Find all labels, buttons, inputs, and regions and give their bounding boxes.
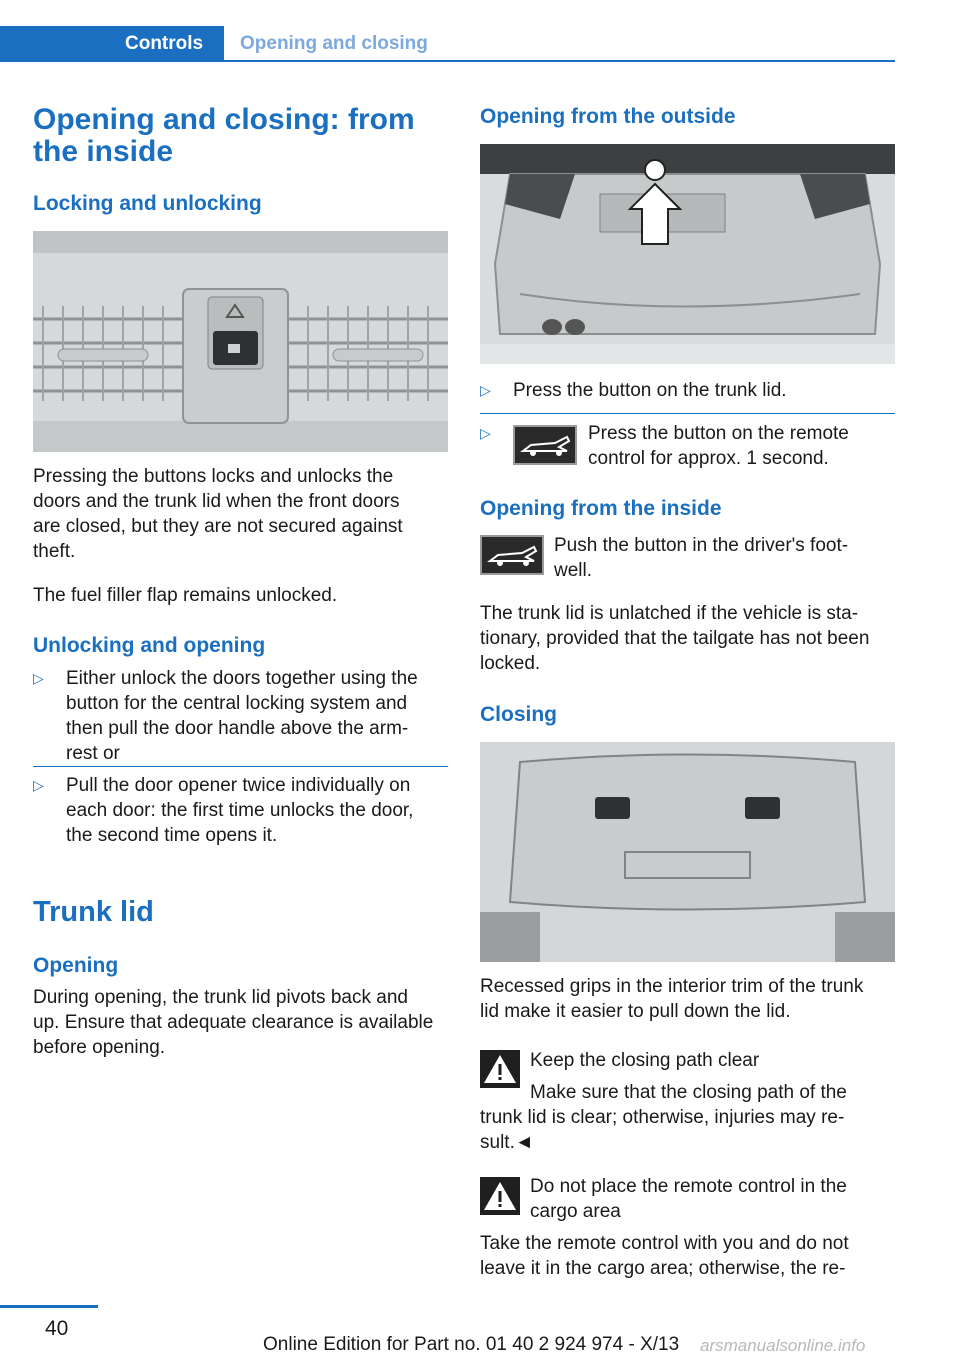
bullet-text: then pull the door handle above the arm‐: [66, 718, 409, 739]
locking-heading: Locking and unlocking: [33, 192, 262, 215]
bullet-text: Either unlock the doors together using the: [66, 668, 418, 689]
section-title-line2: the inside: [33, 135, 174, 168]
opening-heading: Opening: [33, 954, 119, 977]
closing-paragraph-l1: Recessed grips in the interior trim of the trunk: [480, 976, 864, 997]
page-header: [0, 26, 895, 62]
page-number: 40: [45, 1317, 69, 1340]
car-rear-illustration: [480, 144, 895, 364]
trunk-lid-heading: Trunk lid: [33, 896, 154, 928]
bullet-triangle-icon: ▷: [33, 670, 44, 686]
inside-heading: Opening from the inside: [480, 497, 722, 520]
car-trunk-open-icon: [482, 537, 542, 573]
tab-opening-closing[interactable]: Opening and closing: [240, 33, 428, 54]
warning1-l1: Make sure that the closing path of the: [530, 1082, 847, 1103]
bullet-text: rest or: [66, 743, 120, 764]
outside-bullet-2: [480, 421, 895, 471]
bullet-text: control for approx. 1 second.: [588, 448, 829, 469]
warning2-title-l2: cargo area: [530, 1201, 621, 1222]
inside-text-l1: Push the button in the driver's foot‐: [554, 535, 849, 556]
bullet-text: each door: the first time unlocks the door,: [66, 800, 414, 821]
dashboard-illustration: [33, 231, 448, 452]
central-locking-image: [33, 231, 448, 452]
bullet-text: button for the central locking system and: [66, 693, 408, 714]
bullet-text: Pull the door opener twice individually on: [66, 775, 411, 796]
footer-accent-line: [0, 1305, 98, 1308]
locking-paragraph-l3: are closed, but they are not secured against: [33, 516, 403, 537]
trunk-remote-icon: [513, 425, 577, 465]
edition-text: Online Edition for Part no. 01 40 2 924 974 - X/13: [263, 1334, 680, 1355]
trunk-interior-image: [480, 742, 895, 962]
opening-paragraph-l3: before opening.: [33, 1037, 166, 1058]
section-title-line1: Opening and closing: from: [33, 103, 415, 136]
warning-triangle-icon: [480, 1177, 520, 1215]
car-trunk-open-icon: [515, 427, 575, 463]
locking-paragraph-l4: theft.: [33, 541, 76, 562]
bullet-divider: [480, 413, 895, 414]
locking-paragraph-l1: Pressing the buttons locks and unlocks the: [33, 466, 394, 487]
footwell-button-icon: [480, 535, 544, 575]
locking-paragraph-l2: doors and the trunk lid when the front doors: [33, 491, 400, 512]
unlock-bullet-2: [33, 773, 448, 848]
bullet-triangle-icon: ▷: [480, 425, 491, 441]
warning2-paragraph-l2: leave it in the cargo area; otherwise, the re‐: [480, 1258, 846, 1279]
warning1-l3: sult.◄: [480, 1132, 534, 1153]
trunk-rear-image: [480, 144, 895, 364]
trunk-lid-interior-illustration: [480, 742, 895, 962]
closing-paragraph-l2: lid make it easier to pull down the lid.: [480, 1001, 791, 1022]
warning1-title: Keep the closing path clear: [530, 1050, 760, 1071]
bullet-divider: [33, 766, 448, 767]
warning1-l2: trunk lid is clear; otherwise, injuries may re‐: [480, 1107, 845, 1128]
tab-controls[interactable]: Controls: [0, 26, 224, 62]
outside-bullet-1: [480, 378, 895, 403]
inside-paragraph-l2: tionary, provided that the tailgate has not been: [480, 628, 870, 649]
bullet-triangle-icon: ▷: [480, 382, 491, 398]
fuel-flap-paragraph: The fuel filler flap remains unlocked.: [33, 585, 338, 606]
inside-paragraph-l1: The trunk lid is unlatched if the vehicle is sta‐: [480, 603, 859, 624]
unlocking-heading: Unlocking and opening: [33, 634, 266, 657]
inside-text-l2: well.: [554, 560, 593, 581]
outside-heading: Opening from the outside: [480, 105, 736, 128]
bullet-text: Press the button on the trunk lid.: [513, 380, 787, 401]
inside-paragraph-l3: locked.: [480, 653, 541, 674]
bullet-text: the second time opens it.: [66, 825, 278, 846]
unlock-bullet-1: [33, 666, 448, 766]
bullet-triangle-icon: ▷: [33, 777, 44, 793]
bullet-text: Press the button on the remote: [588, 423, 849, 444]
warning-triangle-icon: [480, 1050, 520, 1088]
opening-paragraph-l1: During opening, the trunk lid pivots back and: [33, 987, 408, 1008]
closing-heading: Closing: [480, 703, 557, 726]
opening-paragraph-l2: up. Ensure that adequate clearance is available: [33, 1012, 434, 1033]
warning2-paragraph-l1: Take the remote control with you and do not: [480, 1233, 849, 1254]
watermark: arsmanualsonline.info: [700, 1336, 866, 1355]
warning2-title-l1: Do not place the remote control in the: [530, 1176, 847, 1197]
